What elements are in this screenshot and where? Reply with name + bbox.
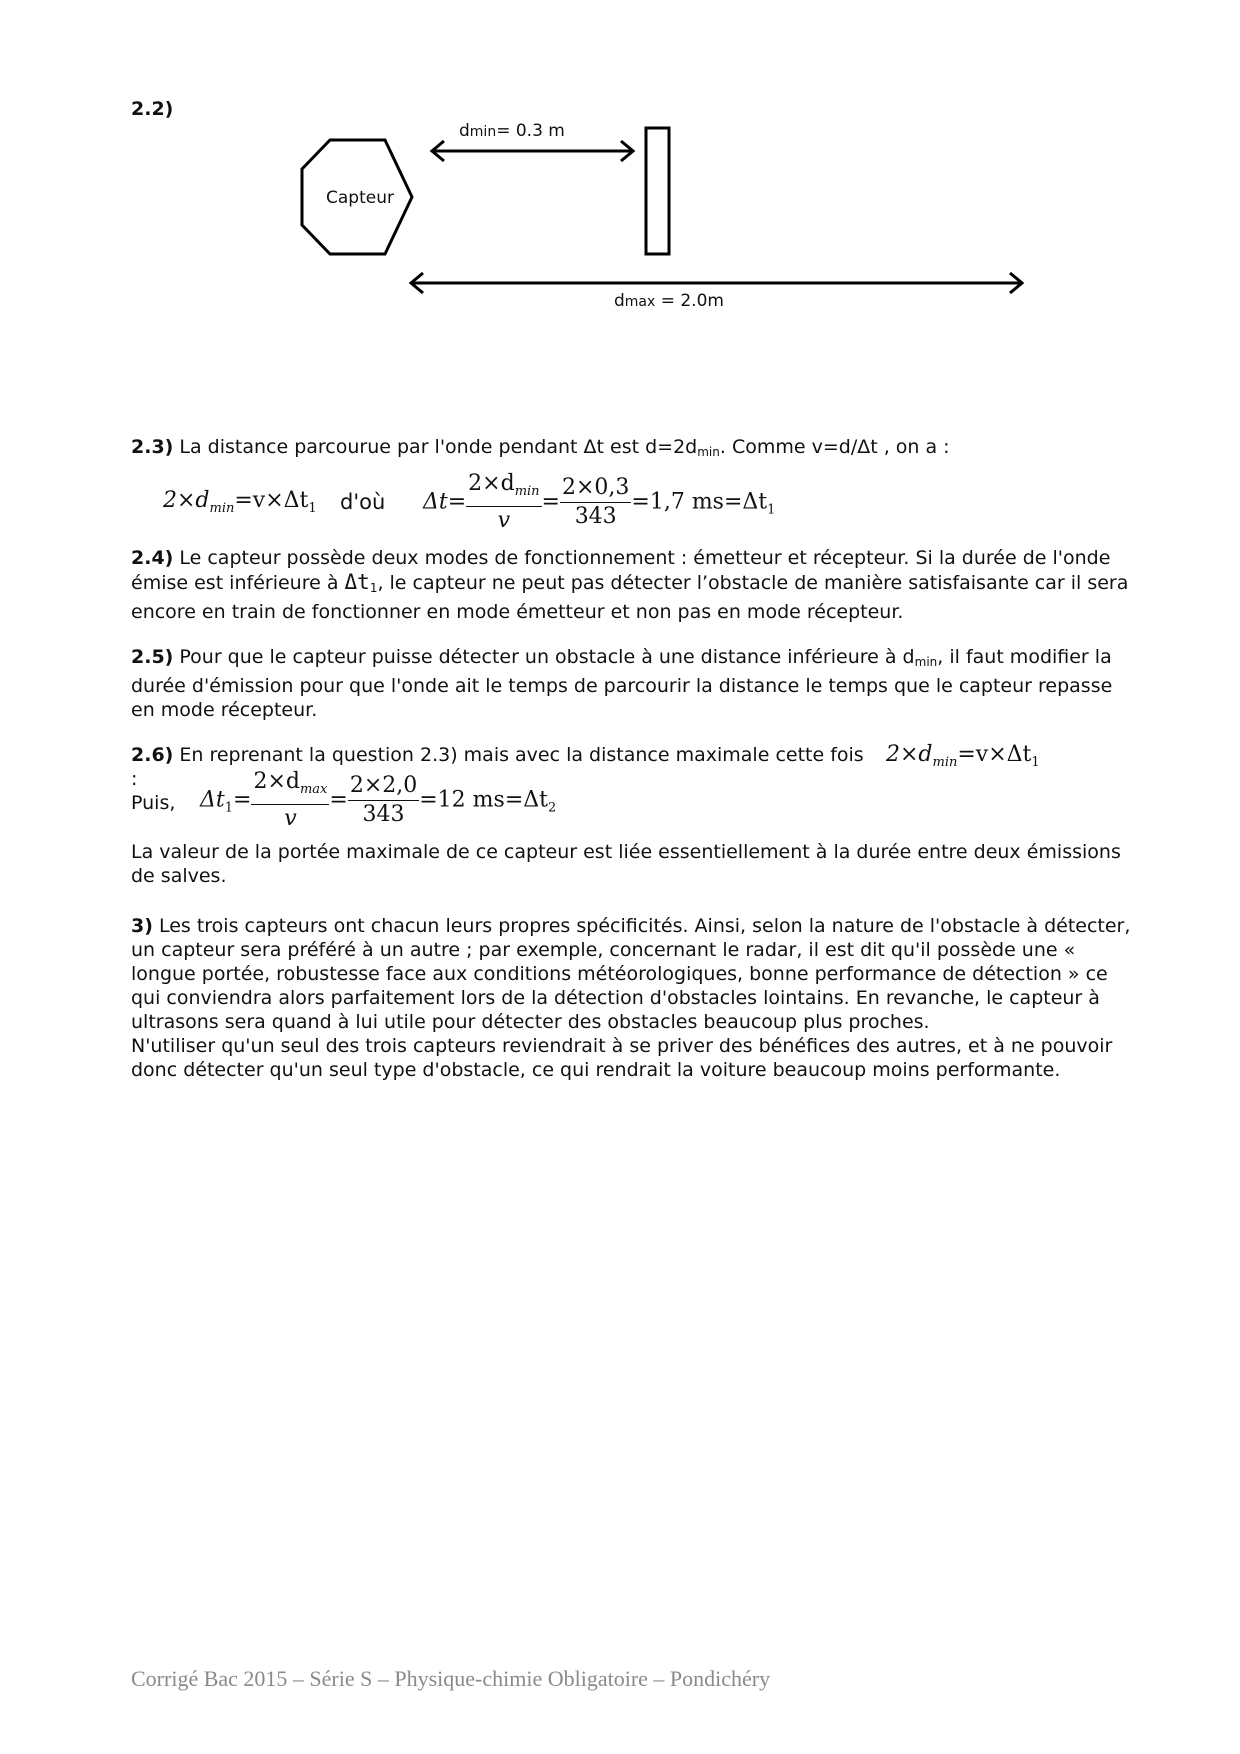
sensor-label: Capteur bbox=[326, 188, 394, 208]
paragraph-2-3: 2.3) La distance parcourue par l'onde pendant Δt est d=2dmin. Comme v=d/Δt , on a : bbox=[131, 436, 950, 459]
puis-label: Puis, bbox=[131, 792, 176, 814]
paragraph-2-5: 2.5) Pour que le capteur puisse détecter un obstacle à une distance inférieure à dmin, il faut modifier la durée d'émission pour que l'onde ait le temps de parcourir la distance le temps que le capteur repasse en mode récepteur. bbox=[131, 646, 1113, 721]
paragraph-3: 3) Les trois capteurs ont chacun leurs propres spécificités. Ainsi, selon la nature de l'obstacle à détecter, un capteur sera préféré à un autre ; par exemple, concernant le radar, il est dit qu'il possède une « longue portée, robustesse face aux conditions météorologiques, bonne performance de détection » ce qui conviendra alors parfaitement lors de la détection d'obstacles lointains. En revanche, le capteur à ultrasons sera quand à lui utile pour détecter des obstacles beaucoup plus proches. N'utiliser qu'un seul des trois capteurs reviendrait à se priver des bénéfices des autres, et à ne pouvoir donc détecter qu'un seul type d'obstacle, ce qui rendrait la voiture beaucoup moins performante. bbox=[131, 915, 1131, 1081]
equation-2-3-b: Δt= $\frac{2\times d_{min}}{v}$ = $\frac{2\times 0,3}{343}$ =1,7 $ms=\Delta t_1$ bbox=[423, 471, 776, 533]
distance-diagram bbox=[0, 0, 1240, 340]
dmax-label: dmax = 2.0m bbox=[614, 291, 724, 311]
page-footer: Corrigé Bac 2015 – Série S – Physique-chimie Obligatoire – Pondichéry bbox=[131, 1666, 771, 1691]
equation-2-6-b: $\Delta t_1=$ $\frac{2\times d_{max}}{v}$ = $\frac{2\times 2,0}{343}$ =12 $ms=\Delta t_2$ bbox=[200, 769, 557, 831]
question-label-2-2: 2.2) bbox=[131, 98, 174, 120]
obstacle-wall bbox=[646, 128, 669, 254]
paragraph-2-4: 2.4) Le capteur possède deux modes de fonctionnement : émetteur et récepteur. Si la durée de l'onde émise est inférieure à Δt1, le capteur ne peut pas détecter l’obstacle de manière satisfaisante car il sera encore en train de fonctionner en mode émetteur et non pas en mode récepteur. bbox=[131, 547, 1129, 623]
paragraph-2-6: 2.6) En reprenant la question 2.3) mais avec la distance maximale cette fois : bbox=[131, 744, 864, 790]
equation-2-3-a: $2\times d_{min}=v\times\Delta t_1$ bbox=[163, 488, 317, 516]
equation-connector: d'où bbox=[340, 490, 386, 514]
dmin-label: dmin= 0.3 m bbox=[459, 121, 565, 141]
paragraph-2-6-conclusion: La valeur de la portée maximale de ce capteur est liée essentiellement à la durée entre deux émissions de salves. bbox=[131, 841, 1121, 887]
equation-2-6-a: $2\times d_{min}=v\times\Delta t_1$ bbox=[886, 742, 1040, 770]
